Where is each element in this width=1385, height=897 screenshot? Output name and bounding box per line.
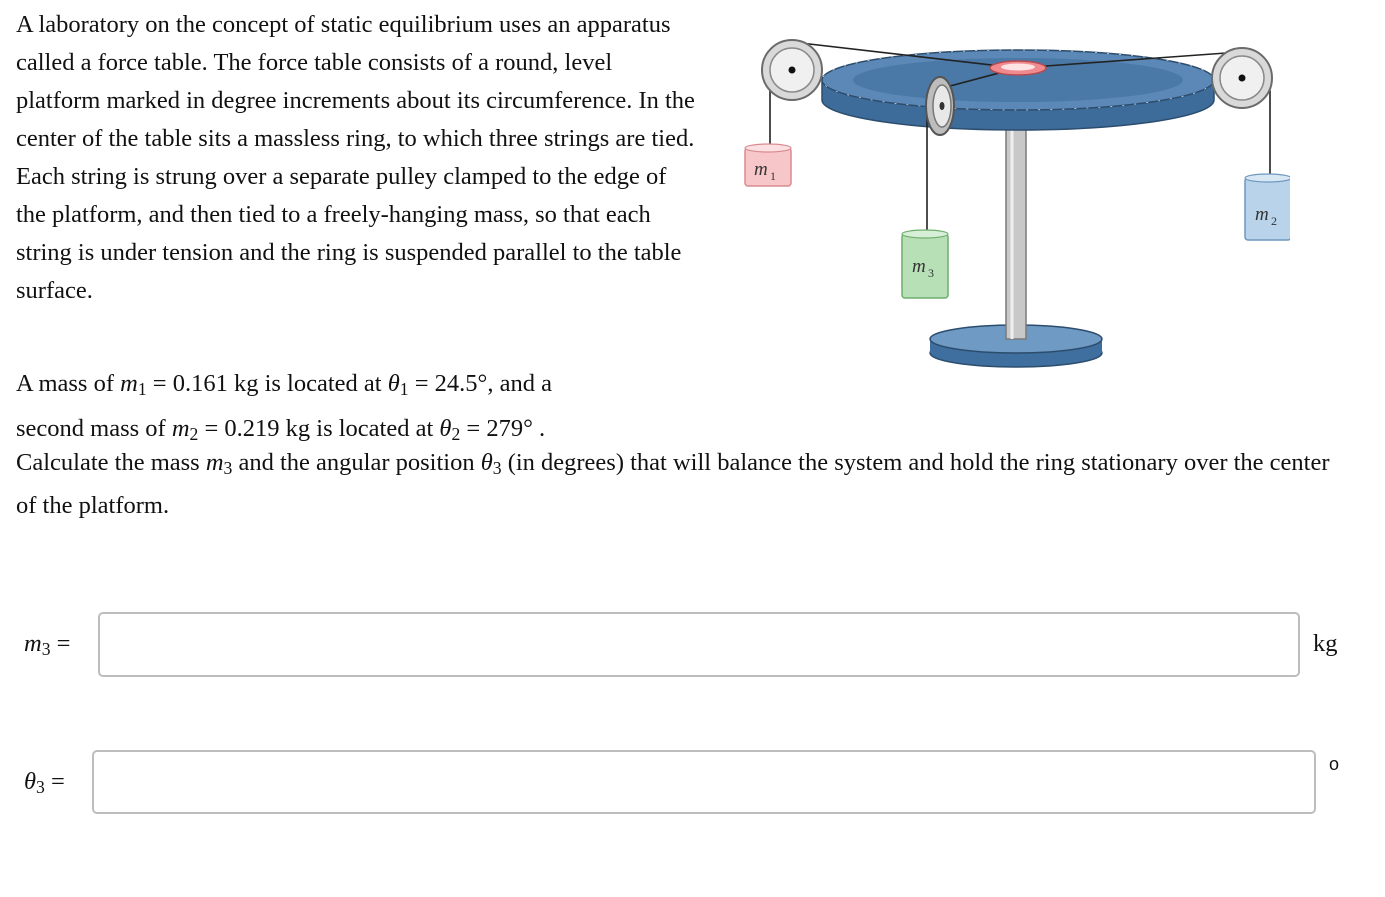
mass-1-subscript: 1 [770,169,776,183]
theta3-label-subscript: 3 [36,776,45,797]
answer-row-m3 [0,612,1385,682]
theta3-label-equals: = [44,768,65,795]
m3-label-subscript: 3 [41,638,51,659]
m3-label-equals: = [50,630,71,657]
theta3-unit-label: o [1329,754,1340,774]
m1-subscript: 1 [137,378,147,399]
given-values [16,364,1356,454]
mass-1 [745,144,791,186]
mass-2-label: m [1255,204,1269,225]
m3-answer-label [24,630,70,660]
table-post [1006,125,1026,339]
task-m3-symbol: m [205,449,224,476]
theta2-symbol: θ [439,414,452,442]
theta2-subscript: 2 [451,423,461,444]
given2-text-a: second mass of [16,414,172,442]
given1-text-a: A mass of [16,370,121,397]
task-statement [16,444,1336,525]
m3-label-symbol: m [24,630,42,657]
pulley-right [1212,48,1272,108]
m3-unit-label: kg [1313,630,1338,657]
mass-3 [902,230,948,298]
task-theta3-subscript: 3 [492,457,502,478]
m1-value: = 0.161 kg is located at [146,370,388,397]
mass-1-label: m [754,159,768,180]
given2-text-b: . [532,414,546,442]
theta1-symbol: θ [387,370,400,397]
pulley-left [762,40,822,100]
task-text-c: (in degrees) that will balance the system and hold the ring stationary over the center of the platform. [16,449,1330,519]
mass-3-subscript: 3 [928,266,934,280]
problem-intro: A laboratory on the concept of static equilibrium uses an apparatus called a force table. The force table consists of a round, level platform marked in degree increments about its circumference. In the center of the table sits a massless ring, to which three strings are tied. Each string is strung over a separate pulley clamped to the edge of the platform, and then tied to a freely-hanging mass, so that each string is under tension and the ring is suspended parallel to the table surface. [16,11,695,304]
pulley-front [926,77,954,135]
theta1-subscript: 1 [399,378,409,399]
task-text-b: and the angular position [232,449,481,476]
m2-symbol: m [171,414,190,442]
massless-ring [990,61,1046,75]
mass-3-label: m [912,256,926,277]
theta1-value: = 24.5° [408,370,488,397]
theta3-label-symbol: θ [24,768,37,795]
mass-2-subscript: 2 [1271,214,1277,228]
m3-answer-input[interactable] [98,612,1300,677]
given1-text-b: , and a [487,370,552,397]
task-text-a: Calculate the mass [16,449,206,476]
task-m3-subscript: 3 [223,457,233,478]
given-line-1 [16,364,1356,409]
force-table-figure [730,30,1290,375]
mass-2 [1245,174,1290,240]
force-table-illustration [730,30,1290,375]
m1-symbol: m [120,370,138,397]
m2-subscript: 2 [189,423,199,444]
answer-row-theta3 [0,750,1385,820]
theta3-answer-label [24,768,65,798]
theta2-value: = 279° [460,414,533,442]
m2-value: = 0.219 kg is located at [198,414,440,442]
theta3-answer-input[interactable] [92,750,1316,814]
task-theta3-symbol: θ [480,449,493,476]
